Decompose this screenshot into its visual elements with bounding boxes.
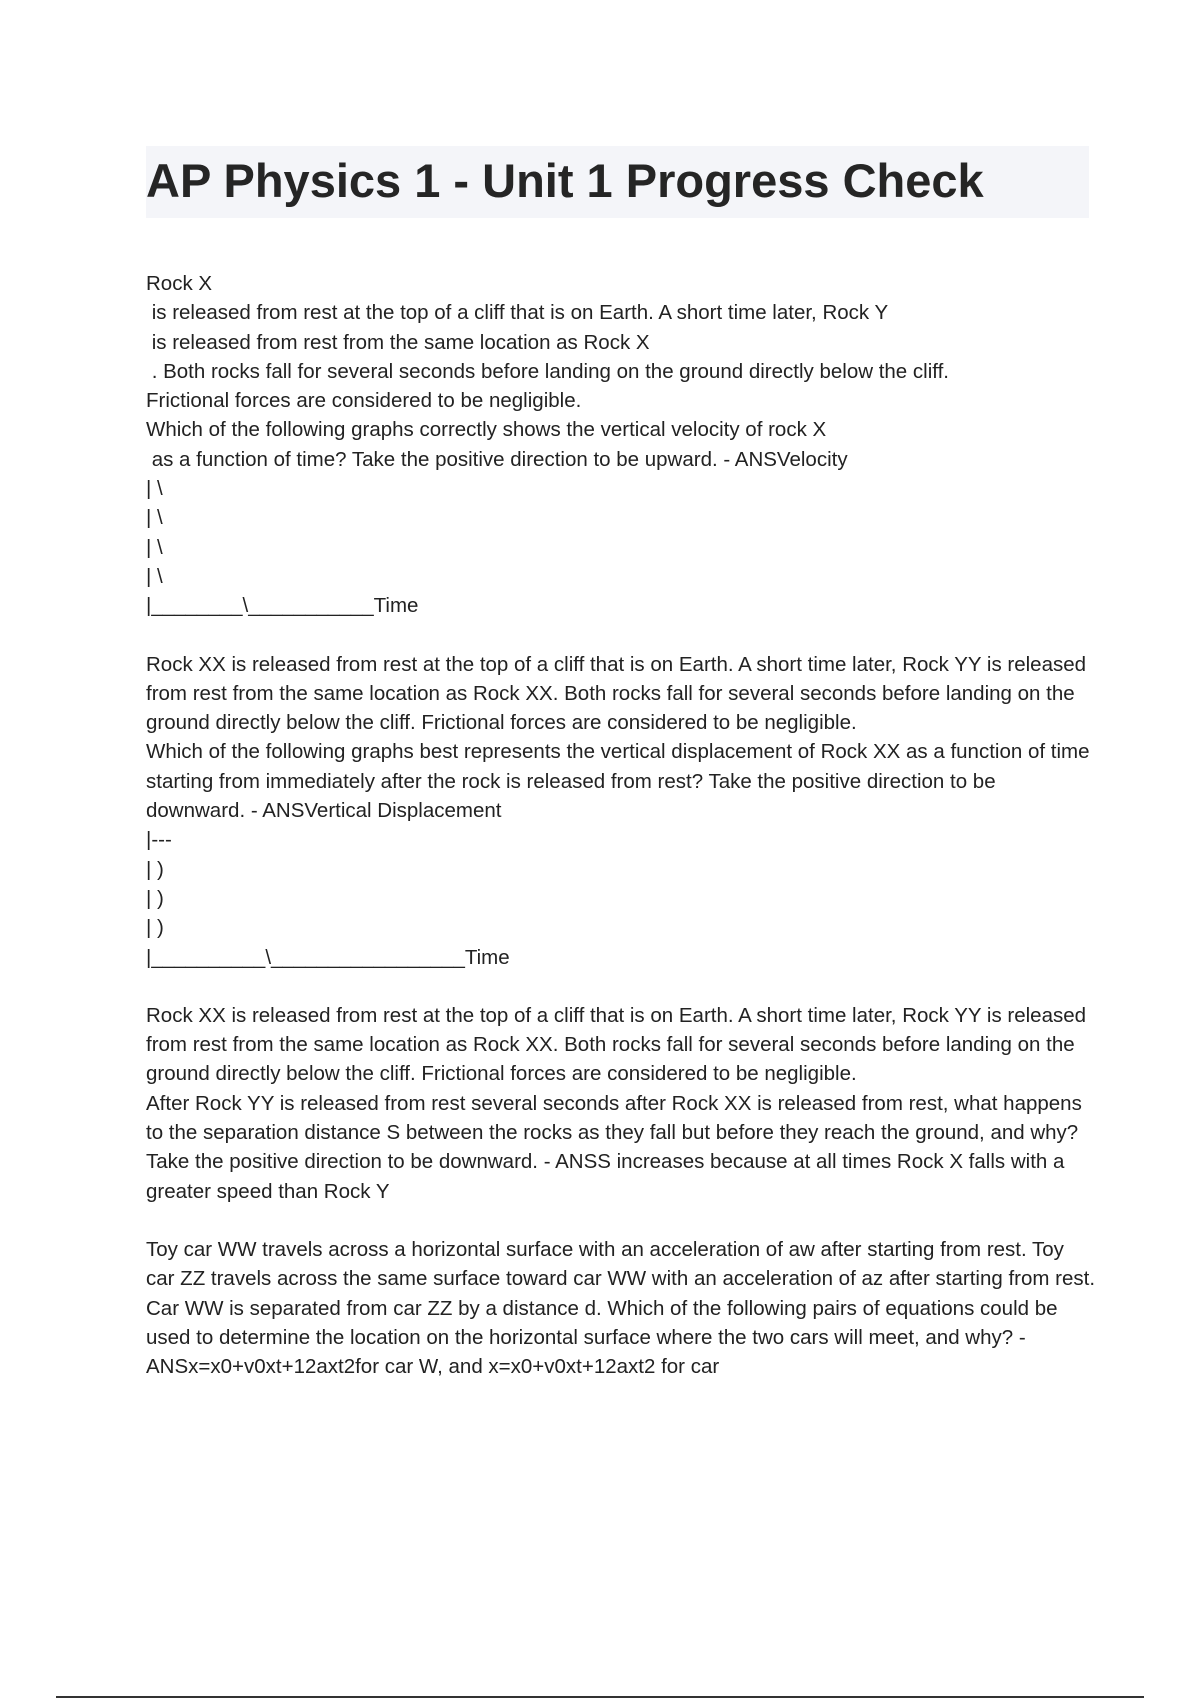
q4-stem-answer: Toy car WW travels across a horizontal surface with an acceleration of aw after starting from rest. Toy car ZZ travels across the same surface toward car WW with an acceleration of az after starting from rest. Car WW is separated from car ZZ by a distance d. Which of the following pairs of equations could be used to determine the location on the horizontal surface where the two cars will meet, and why? - ANSx=x0+v0xt+12axt2for car W, and x=x0+v0xt+12axt2 for car [146,1237,1096,1379]
q1-graph-axis: |________\___________Time [146,594,419,618]
q1-line: . Both rocks fall for several seconds before landing on the ground directly below the cliff. [146,359,949,383]
q1-line: Frictional forces are considered to be negligible. [146,389,582,413]
q2-question-answer: Which of the following graphs best represents the vertical displacement of Rock XX as a function of time starting from immediately after the rock is released from rest? Take the positive direction to be downward. - ANSVertical Displacement [146,740,1090,823]
q3-question-answer: After Rock YY is released from rest several seconds after Rock XX is released from rest, what happens to the separation distance S between the rocks as they fall but before they reach the ground, and why? Take the positive direction to be downward. - ANSS increases because at all times Rock X falls with a greater speed than Rock Y [146,1091,1082,1203]
question-4 [146,1235,1096,1381]
q1-graph-line: | \ [146,477,163,501]
document-body [146,269,1096,1410]
q2-stem: Rock XX is released from rest at the top of a cliff that is on Earth. A short time later, Rock YY is released from rest from the same location as Rock XX. Both rocks fall for several seconds before landing on the ground directly below the cliff. Frictional forces are considered to be negligible. [146,652,1087,735]
footer-rule [56,1696,1144,1698]
q1-line: Which of the following graphs correctly shows the vertical velocity of rock X [146,418,827,442]
page-title: AP Physics 1 - Unit 1 Progress Check [146,154,984,207]
q2-graph-line: | ) [146,886,164,910]
q2-graph-line: | ) [146,916,164,940]
q1-graph-line: | \ [146,506,163,530]
q2-graph-line: |--- [146,828,172,852]
question-2 [146,650,1096,972]
q1-line: is released from rest from the same location as Rock X [146,330,650,354]
q2-graph-line: | ) [146,857,164,881]
q1-line: as a function of time? Take the positive direction to be upward. - ANSVelocity [146,447,848,471]
q1-graph-line: | \ [146,564,163,588]
q1-graph-line: | \ [146,535,163,559]
q3-stem: Rock XX is released from rest at the top of a cliff that is on Earth. A short time later, Rock YY is released from rest from the same location as Rock XX. Both rocks fall for several seconds before landing on the ground directly below the cliff. Frictional forces are considered to be negligible. [146,1003,1087,1086]
q1-line: Rock X [146,272,213,295]
question-1 [146,269,1096,621]
q2-graph-axis: |__________\_________________Time [146,945,510,969]
question-3 [146,1001,1096,1206]
q1-line: is released from rest at the top of a cliff that is on Earth. A short time later, Rock Y [146,301,889,325]
